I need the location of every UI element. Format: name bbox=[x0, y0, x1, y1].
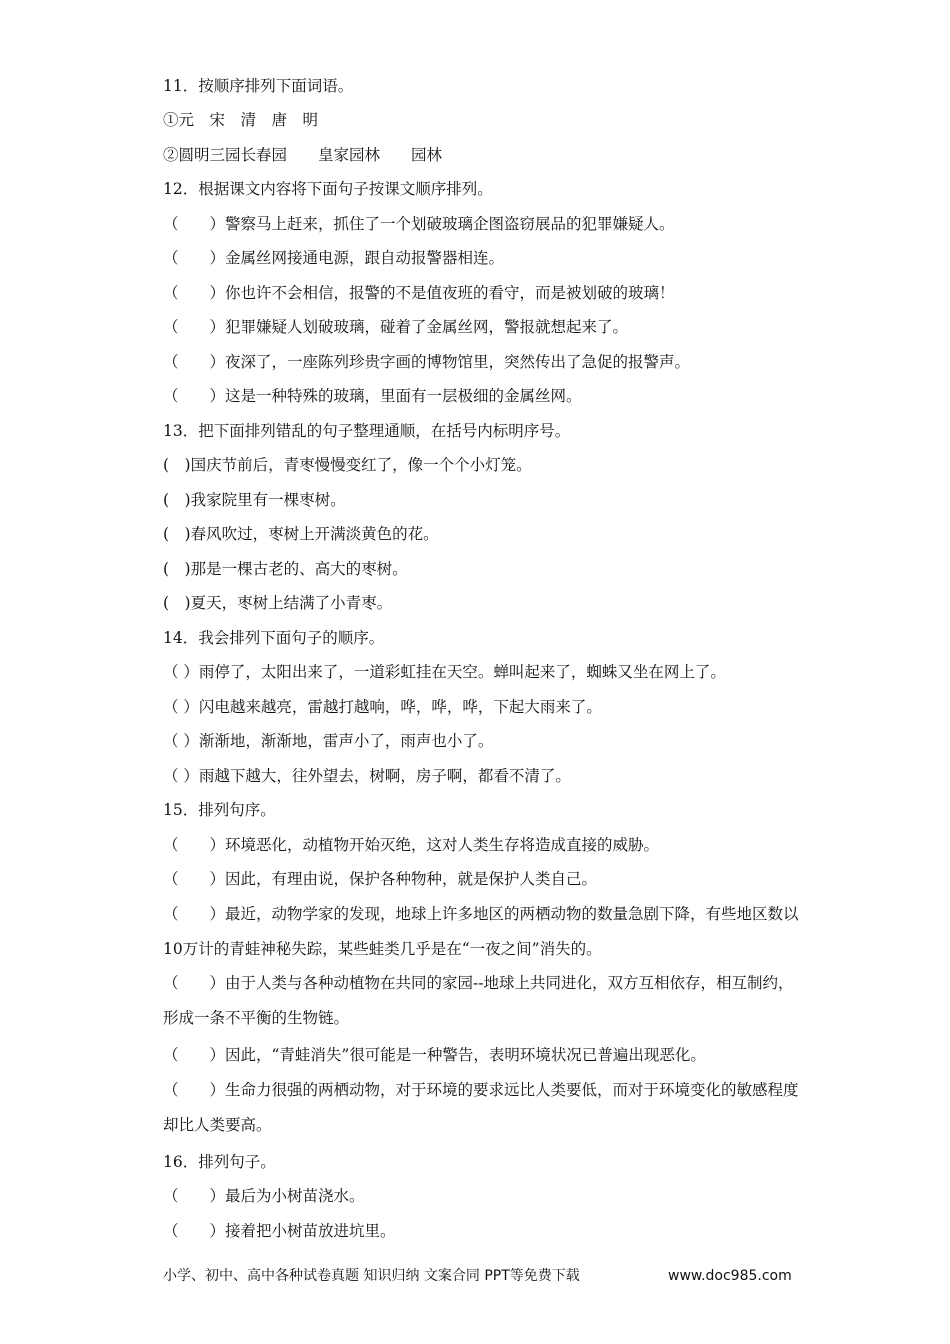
q16-title: 16．排列句子。 bbox=[163, 1153, 276, 1171]
q14-title: 14．我会排列下面句子的顺序。 bbox=[163, 629, 385, 647]
q12-title: 12．根据课文内容将下面句子按课文顺序排列。 bbox=[163, 180, 493, 198]
q13-item: ( )春风吹过，枣树上开满淡黄色的花。 bbox=[163, 525, 439, 543]
q12-item: （ ）这是一种特殊的玻璃，里面有一层极细的金属丝网。 bbox=[163, 387, 582, 405]
q15-title: 15．排列句序。 bbox=[163, 801, 276, 819]
q12-item: （ ）警察马上赶来，抓住了一个划破玻璃企图盗窃展品的犯罪嫌疑人。 bbox=[163, 215, 675, 233]
q15-item: （ ）由于人类与各种动植物在共同的家园--地球上共同进化，双方互相依存，相互制约，形成一条不平衡的生物链。 bbox=[163, 974, 794, 1027]
q11-title: 11．按顺序排列下面词语。 bbox=[163, 77, 354, 95]
q15-item: （ ）因此，“青蛙消失”很可能是一种警告，表明环境状况已普遍出现恶化。 bbox=[163, 1046, 706, 1064]
q15-item: （ ）生命力很强的两栖动物，对于环境的要求远比人类要低，而对于环境变化的敏感程度却比人类要高。 bbox=[163, 1081, 799, 1134]
q14-item: （ ）雨停了，太阳出来了，一道彩虹挂在天空。蝉叫起来了，蜘蛛又坐在网上了。 bbox=[163, 663, 726, 681]
footer-promo-text: 小学、初中、高中各种试卷真题 知识归纳 文案合同 PPT等免费下载 bbox=[163, 1268, 580, 1284]
q13-item: ( )那是一棵古老的、高大的枣树。 bbox=[163, 560, 408, 578]
q14-item: （ ）渐渐地，渐渐地，雷声小了，雨声也小了。 bbox=[163, 732, 494, 750]
q14-item: （ ）雨越下越大，往外望去，树啊，房子啊，都看不清了。 bbox=[163, 767, 571, 785]
q12-item: （ ）犯罪嫌疑人划破玻璃，碰着了金属丝网，警报就想起来了。 bbox=[163, 318, 629, 336]
footer-website-link[interactable]: www.doc985.com bbox=[668, 1268, 792, 1284]
q12-item: （ ）你也许不会相信，报警的不是值夜班的看守，而是被划破的玻璃！ bbox=[163, 284, 675, 302]
q15-item: （ ）最近，动物学家的发现，地球上许多地区的两栖动物的数量急剧下降，有些地区数以10万计的青蛙神秘失踪，某些蛙类几乎是在“一夜之间”消失的。 bbox=[163, 905, 799, 958]
q11-item-2: ②圆明三园长春园 皇家园林 园林 bbox=[163, 146, 443, 164]
q15-item: （ ）环境恶化，动植物开始灭绝，这对人类生存将造成直接的威胁。 bbox=[163, 836, 660, 854]
q15-item: （ ）因此，有理由说，保护各种物种，就是保护人类自己。 bbox=[163, 870, 598, 888]
q13-item: ( )夏天，枣树上结满了小青枣。 bbox=[163, 594, 393, 612]
q13-item: ( )国庆节前后，青枣慢慢变红了，像一个个小灯笼。 bbox=[163, 456, 532, 474]
q12-item: （ ）夜深了，一座陈列珍贵字画的博物馆里，突然传出了急促的报警声。 bbox=[163, 353, 691, 371]
q13-title: 13．把下面排列错乱的句子整理通顺，在括号内标明序号。 bbox=[163, 422, 571, 440]
q11-item-1: ①元 宋 清 唐 明 bbox=[163, 111, 319, 129]
q16-item: （ ）最后为小树苗浇水。 bbox=[163, 1187, 365, 1205]
q12-item: （ ）金属丝网接通电源，跟自动报警器相连。 bbox=[163, 249, 505, 267]
q14-item: （ ）闪电越来越亮，雷越打越响，哗，哗，哗，下起大雨来了。 bbox=[163, 698, 602, 716]
q16-item: （ ）接着把小树苗放进坑里。 bbox=[163, 1222, 396, 1240]
q13-item: ( )我家院里有一棵枣树。 bbox=[163, 491, 346, 509]
